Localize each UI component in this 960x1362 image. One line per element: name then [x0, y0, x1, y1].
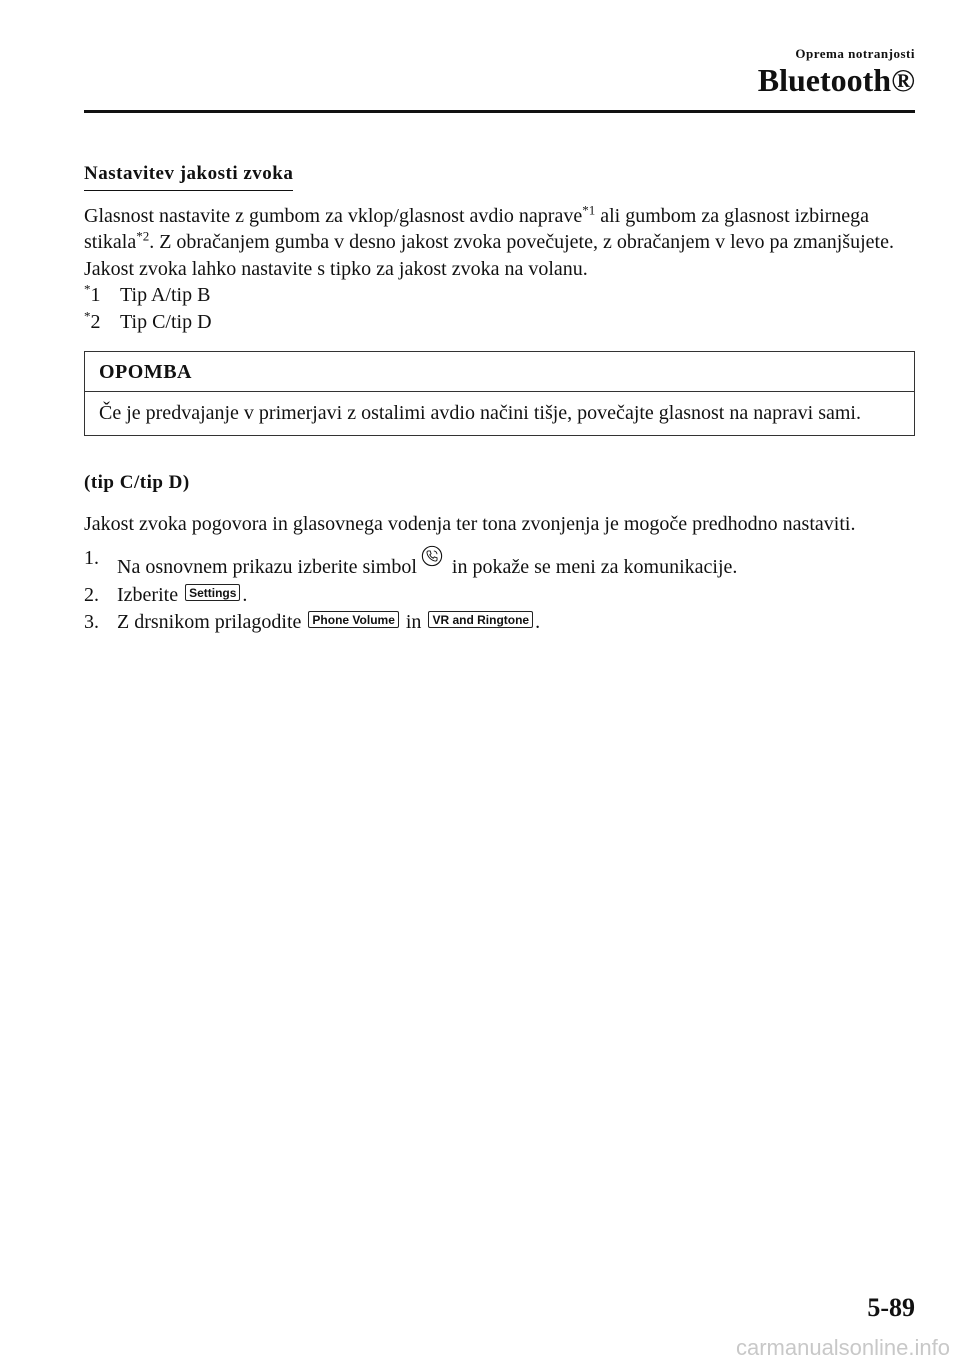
footnote-1-text: Tip A/tip B: [120, 284, 211, 306]
section-heading-type-cd: (tip C/tip D): [84, 472, 190, 493]
footnote-1-mark: *1: [84, 281, 101, 306]
step-2-number: 2.: [84, 583, 99, 606]
footnote-2-text: Tip C/tip D: [120, 310, 212, 333]
steering-volume-paragraph: Jakost zvoka lahko nastavite s tipko za jakost zvoka na volanu.: [84, 257, 588, 280]
step-3: [84, 609, 915, 636]
volume-paragraph-part2: ali gumbom za glasnost izbirnega stikala: [84, 204, 870, 253]
header-rule: [84, 110, 915, 113]
step-3-number: 3.: [84, 611, 99, 633]
phone-communication-icon: [421, 545, 443, 567]
volume-paragraph-part3: . Z obračanjem gumba v desno jakost zvoka povečujete, z obračanjem v levo pa zmanjšujete.: [149, 231, 894, 253]
step-1-number: 1.: [84, 547, 99, 569]
volume-paragraph-part1: Glasnost nastavite z gumbom za vklop/glasnost avdio naprave: [84, 204, 583, 227]
step-2-text: Izberite Settings .: [117, 583, 248, 606]
header-title: Bluetooth®: [757, 62, 915, 98]
phone-volume-button: Phone Volume: [308, 611, 398, 628]
note-title: OPOMBA: [85, 352, 914, 392]
watermark: carmanualsonline.info: [735, 1335, 950, 1360]
note-text: Če je predvajanje v primerjavi z ostalimi avdio načini tišje, povečajte glasnost na napravi sami.: [99, 401, 861, 424]
footnote-2-mark: *2: [84, 307, 101, 333]
step-3-text: Z drsnikom prilagodite Phone Volume in VR and Ringtone .: [117, 611, 541, 633]
page-number: 5-89: [867, 1293, 915, 1322]
footnote-2: [84, 309, 915, 336]
steps-list: [84, 545, 915, 636]
step-2: [84, 582, 915, 609]
step-1-text: Na osnovnem prikazu izberite simbol in pokaže se meni za komunikacije.: [117, 545, 737, 581]
volume-paragraph: [84, 203, 915, 256]
preset-volume-paragraph: Jakost zvoka pogovora in glasovnega vodenja ter tona zvonjenja je mogoče predhodno nastaviti.: [84, 512, 856, 535]
header-section-label: Oprema notranjosti: [795, 46, 915, 61]
settings-button: Settings: [185, 584, 240, 601]
step-1: [84, 545, 915, 581]
footnote-ref-1: *1: [582, 201, 596, 217]
section-heading-volume: Nastavitev jakosti zvoka: [84, 161, 293, 191]
page-content: [84, 160, 915, 637]
vr-ringtone-button: VR and Ringtone: [428, 611, 533, 628]
footnote-1: [84, 282, 915, 309]
note-box: [84, 351, 915, 436]
footnote-ref-2: *2: [136, 228, 150, 244]
